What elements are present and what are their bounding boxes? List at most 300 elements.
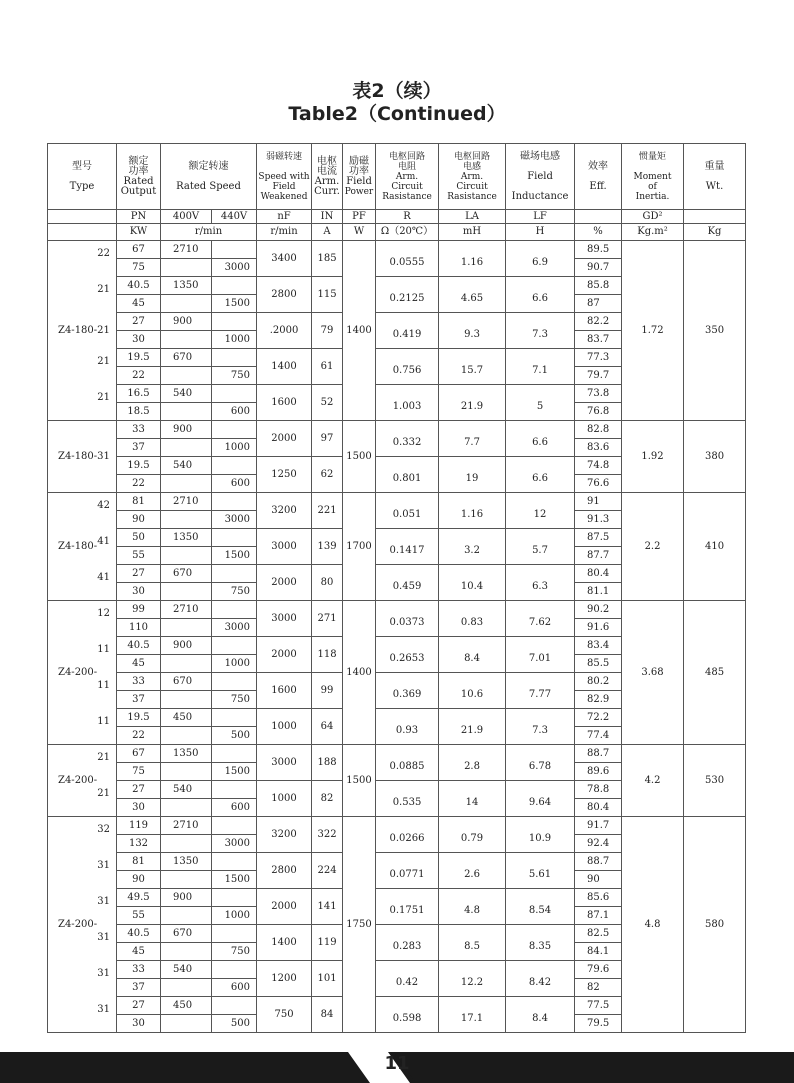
resistance-cell: 0.801 (376, 457, 439, 493)
header-arm-inductance: 电枢回路 电感 Arm. Circuit Rasistance (439, 144, 506, 210)
arm-current-cell: 224 (312, 853, 343, 889)
weight-cell: 580 (684, 817, 746, 1033)
speed-400-cell (161, 619, 212, 637)
speed-440-cell (212, 745, 257, 763)
efficiency-cell: 83.6 (575, 439, 622, 457)
weak-speed-cell: 1400 (257, 349, 312, 385)
arm-current-cell: 80 (312, 565, 343, 601)
speed-440-cell (212, 781, 257, 799)
model-suffix: 22 (97, 248, 110, 259)
output-cell: 27 (117, 565, 161, 583)
efficiency-cell: 82.8 (575, 421, 622, 439)
efficiency-cell: 87.5 (575, 529, 622, 547)
speed-440-cell (212, 709, 257, 727)
speed-400-cell: 540 (161, 385, 212, 403)
efficiency-cell: 90.7 (575, 259, 622, 277)
efficiency-cell: 82.5 (575, 925, 622, 943)
table-row (48, 421, 746, 439)
output-cell: 33 (117, 673, 161, 691)
speed-440-cell: 750 (212, 943, 257, 961)
output-cell: 81 (117, 853, 161, 871)
arm-current-cell: 82 (312, 781, 343, 817)
efficiency-cell: 77.5 (575, 997, 622, 1015)
inductance-cell: 3.2 (439, 529, 506, 565)
speed-440-cell (212, 457, 257, 475)
output-cell: 19.5 (117, 709, 161, 727)
model-suffix: 42 (97, 500, 110, 511)
header-output-sym: PN (117, 210, 161, 224)
output-cell: 30 (117, 331, 161, 349)
weak-speed-cell: 750 (257, 997, 312, 1033)
speed-440-cell: 3000 (212, 835, 257, 853)
arm-current-cell: 185 (312, 241, 343, 277)
model-name: Z4-180-21 (58, 325, 110, 336)
model-name: Z4-200- (58, 667, 98, 678)
speed-400-cell (161, 691, 212, 709)
speed-440-cell: 1000 (212, 439, 257, 457)
model-suffix: 21 (97, 788, 110, 799)
model-suffix: 41 (97, 572, 110, 583)
moment-cell: 2.2 (622, 493, 684, 601)
header-field-power: 励磁 功率 Field Power (343, 144, 376, 210)
header-moment: 惯量矩 Moment of Inertia. (622, 144, 684, 210)
header-mom-unit: Kg.m² (622, 224, 684, 241)
speed-440-cell (212, 601, 257, 619)
speed-440-cell (212, 853, 257, 871)
weak-speed-cell: 1400 (257, 925, 312, 961)
output-cell: 27 (117, 781, 161, 799)
model-suffix: 21 (97, 356, 110, 367)
field-inductance-cell: 8.4 (506, 997, 575, 1033)
field-inductance-cell: 6.6 (506, 457, 575, 493)
speed-440-cell (212, 529, 257, 547)
field-power-cell: 1500 (343, 745, 376, 817)
weight-cell: 380 (684, 421, 746, 493)
weak-speed-cell: 3000 (257, 601, 312, 637)
output-cell: 81 (117, 493, 161, 511)
inductance-cell: 14 (439, 781, 506, 817)
output-cell: 90 (117, 871, 161, 889)
efficiency-cell: 83.4 (575, 637, 622, 655)
speed-400-cell (161, 979, 212, 997)
output-cell: 33 (117, 421, 161, 439)
speed-440-cell (212, 277, 257, 295)
inductance-cell: 10.6 (439, 673, 506, 709)
field-inductance-cell: 6.6 (506, 421, 575, 457)
motor-spec-table (47, 143, 746, 1033)
header-arm-resistance: 电枢回路 电阻 Arm. Circuit Rasistance (376, 144, 439, 210)
field-inductance-cell: 7.3 (506, 709, 575, 745)
model-suffix: 11 (97, 716, 110, 727)
speed-400-cell (161, 943, 212, 961)
efficiency-cell: 79.6 (575, 961, 622, 979)
efficiency-cell: 91.6 (575, 619, 622, 637)
speed-440-cell: 750 (212, 367, 257, 385)
field-power-cell: 1750 (343, 817, 376, 1033)
field-inductance-cell: 7.62 (506, 601, 575, 637)
speed-440-cell: 1500 (212, 295, 257, 313)
speed-400-cell (161, 835, 212, 853)
output-cell: 40.5 (117, 637, 161, 655)
output-cell: 37 (117, 691, 161, 709)
speed-440-cell: 3000 (212, 259, 257, 277)
speed-400-cell (161, 259, 212, 277)
header-speed-400: 400V (161, 210, 212, 224)
speed-400-cell: 2710 (161, 241, 212, 259)
efficiency-cell: 81.1 (575, 583, 622, 601)
weak-speed-cell: 1200 (257, 961, 312, 997)
output-cell: 67 (117, 745, 161, 763)
speed-400-cell (161, 799, 212, 817)
speed-400-cell: 900 (161, 421, 212, 439)
header-eff-sym (575, 210, 622, 224)
speed-400-cell (161, 727, 212, 745)
efficiency-cell: 92.4 (575, 835, 622, 853)
efficiency-cell: 90 (575, 871, 622, 889)
moment-cell: 4.2 (622, 745, 684, 817)
efficiency-cell: 87.1 (575, 907, 622, 925)
weak-speed-cell: 3400 (257, 241, 312, 277)
speed-440-cell: 1500 (212, 763, 257, 781)
output-cell: 55 (117, 907, 161, 925)
output-cell: 75 (117, 259, 161, 277)
model-suffix: 31 (97, 932, 110, 943)
output-cell: 37 (117, 979, 161, 997)
speed-440-cell (212, 817, 257, 835)
table-row (48, 493, 746, 511)
arm-current-cell: 52 (312, 385, 343, 421)
field-inductance-cell: 6.78 (506, 745, 575, 781)
field-inductance-cell: 5 (506, 385, 575, 421)
resistance-cell: 0.42 (376, 961, 439, 997)
speed-400-cell: 2710 (161, 601, 212, 619)
output-cell: 50 (117, 529, 161, 547)
speed-440-cell: 750 (212, 691, 257, 709)
table-title-en: Table2（Continued） (288, 103, 506, 125)
speed-400-cell (161, 1015, 212, 1033)
weak-speed-cell: 3200 (257, 493, 312, 529)
table-row (48, 817, 746, 835)
efficiency-cell: 78.8 (575, 781, 622, 799)
output-cell: 30 (117, 583, 161, 601)
output-cell: 27 (117, 313, 161, 331)
weak-speed-cell: .2000 (257, 313, 312, 349)
speed-440-cell (212, 421, 257, 439)
speed-400-cell: 450 (161, 997, 212, 1015)
speed-400-cell (161, 403, 212, 421)
resistance-cell: 1.003 (376, 385, 439, 421)
speed-400-cell: 900 (161, 889, 212, 907)
speed-400-cell: 540 (161, 457, 212, 475)
inductance-cell: 0.83 (439, 601, 506, 637)
efficiency-cell: 76.6 (575, 475, 622, 493)
model-suffix: 21 (97, 752, 110, 763)
model-suffix: 32 (97, 824, 110, 835)
efficiency-cell: 79.7 (575, 367, 622, 385)
output-cell: 45 (117, 295, 161, 313)
speed-400-cell (161, 583, 212, 601)
speed-440-cell (212, 565, 257, 583)
output-cell: 99 (117, 601, 161, 619)
arm-current-cell: 97 (312, 421, 343, 457)
inductance-cell: 8.5 (439, 925, 506, 961)
inductance-cell: 10.4 (439, 565, 506, 601)
weight-cell: 530 (684, 745, 746, 817)
efficiency-cell: 90.2 (575, 601, 622, 619)
moment-cell: 3.68 (622, 601, 684, 745)
header-speed-unit: r/min (161, 224, 257, 241)
header-weight: 重量 Wt. (684, 144, 746, 210)
efficiency-cell: 91 (575, 493, 622, 511)
resistance-cell: 0.0771 (376, 853, 439, 889)
output-cell: 37 (117, 439, 161, 457)
speed-440-cell: 1500 (212, 871, 257, 889)
speed-440-cell (212, 961, 257, 979)
efficiency-cell: 85.8 (575, 277, 622, 295)
efficiency-cell: 91.7 (575, 817, 622, 835)
model-suffix: 41 (97, 536, 110, 547)
inductance-cell: 1.16 (439, 241, 506, 277)
efficiency-cell: 88.7 (575, 853, 622, 871)
speed-400-cell: 1350 (161, 853, 212, 871)
efficiency-cell: 77.3 (575, 349, 622, 367)
efficiency-cell: 77.4 (575, 727, 622, 745)
page-number: 11 (384, 1053, 410, 1074)
field-inductance-cell: 7.3 (506, 313, 575, 349)
speed-400-cell: 1350 (161, 529, 212, 547)
arm-current-cell: 84 (312, 997, 343, 1033)
speed-440-cell: 500 (212, 727, 257, 745)
model-cell (48, 817, 117, 1033)
output-cell: 110 (117, 619, 161, 637)
model-suffix: 21 (97, 392, 110, 403)
speed-440-cell (212, 349, 257, 367)
header-eff-unit: % (575, 224, 622, 241)
speed-440-cell (212, 889, 257, 907)
speed-440-cell: 500 (212, 1015, 257, 1033)
inductance-cell: 2.6 (439, 853, 506, 889)
efficiency-cell: 74.8 (575, 457, 622, 475)
inductance-cell: 17.1 (439, 997, 506, 1033)
inductance-cell: 15.7 (439, 349, 506, 385)
resistance-cell: 0.1417 (376, 529, 439, 565)
resistance-cell: 0.0373 (376, 601, 439, 637)
model-suffix: 31 (97, 968, 110, 979)
efficiency-cell: 73.8 (575, 385, 622, 403)
weak-speed-cell: 3000 (257, 529, 312, 565)
speed-400-cell (161, 511, 212, 529)
header-arm-sym: IN (312, 210, 343, 224)
speed-440-cell: 1000 (212, 331, 257, 349)
inductance-cell: 8.4 (439, 637, 506, 673)
speed-400-cell: 1350 (161, 745, 212, 763)
field-power-cell: 1700 (343, 493, 376, 601)
efficiency-cell: 80.2 (575, 673, 622, 691)
speed-400-cell: 670 (161, 349, 212, 367)
field-inductance-cell: 6.3 (506, 565, 575, 601)
output-cell: 90 (117, 511, 161, 529)
speed-400-cell: 450 (161, 709, 212, 727)
weight-cell: 410 (684, 493, 746, 601)
output-cell: 45 (117, 655, 161, 673)
speed-440-cell: 3000 (212, 511, 257, 529)
inductance-cell: 2.8 (439, 745, 506, 781)
arm-current-cell: 115 (312, 277, 343, 313)
header-arm-unit: A (312, 224, 343, 241)
efficiency-cell: 79.5 (575, 1015, 622, 1033)
inductance-cell: 21.9 (439, 385, 506, 421)
inductance-cell: 9.3 (439, 313, 506, 349)
header-field-inductance: 磁场电感 Field Inductance (506, 144, 575, 210)
header-weak-sym: nF (257, 210, 312, 224)
moment-cell: 1.92 (622, 421, 684, 493)
header-ind-unit: mH (439, 224, 506, 241)
output-cell: 18.5 (117, 403, 161, 421)
weak-speed-cell: 1000 (257, 781, 312, 817)
arm-current-cell: 79 (312, 313, 343, 349)
speed-400-cell (161, 655, 212, 673)
header-output: 额定功率 Rated Output (117, 144, 161, 210)
table-row (48, 601, 746, 619)
output-cell: 75 (117, 763, 161, 781)
model-suffix: 11 (97, 644, 110, 655)
field-inductance-cell: 9.64 (506, 781, 575, 817)
weak-speed-cell: 2800 (257, 277, 312, 313)
efficiency-cell: 85.6 (575, 889, 622, 907)
model-suffix: 21 (97, 284, 110, 295)
resistance-cell: 0.0885 (376, 745, 439, 781)
model-name: Z4-200- (58, 775, 98, 786)
header-ind-sym: LA (439, 210, 506, 224)
header-model-sym (48, 210, 117, 224)
speed-440-cell (212, 313, 257, 331)
moment-cell: 4.8 (622, 817, 684, 1033)
weak-speed-cell: 1250 (257, 457, 312, 493)
arm-current-cell: 64 (312, 709, 343, 745)
speed-440-cell: 1500 (212, 547, 257, 565)
efficiency-cell: 89.5 (575, 241, 622, 259)
weak-speed-cell: 2800 (257, 853, 312, 889)
model-suffix: 31 (97, 896, 110, 907)
speed-440-cell: 3000 (212, 619, 257, 637)
field-inductance-cell: 7.1 (506, 349, 575, 385)
efficiency-cell: 80.4 (575, 565, 622, 583)
efficiency-cell: 82.9 (575, 691, 622, 709)
output-cell: 19.5 (117, 349, 161, 367)
output-cell: 49.5 (117, 889, 161, 907)
speed-400-cell: 540 (161, 961, 212, 979)
efficiency-cell: 84.1 (575, 943, 622, 961)
field-inductance-cell: 5.7 (506, 529, 575, 565)
resistance-cell: 0.459 (376, 565, 439, 601)
speed-440-cell: 600 (212, 403, 257, 421)
speed-440-cell: 750 (212, 583, 257, 601)
speed-440-cell: 1000 (212, 907, 257, 925)
header-res-unit: Ω（20℃） (376, 224, 439, 241)
field-inductance-cell: 7.77 (506, 673, 575, 709)
model-name: Z4-180-31 (58, 451, 110, 462)
speed-440-cell: 600 (212, 979, 257, 997)
arm-current-cell: 322 (312, 817, 343, 853)
header-wt-unit: Kg (684, 224, 746, 241)
output-cell: 40.5 (117, 277, 161, 295)
efficiency-cell: 72.2 (575, 709, 622, 727)
efficiency-cell: 83.7 (575, 331, 622, 349)
arm-current-cell: 99 (312, 673, 343, 709)
field-inductance-cell: 5.61 (506, 853, 575, 889)
weight-cell: 350 (684, 241, 746, 421)
speed-400-cell: 540 (161, 781, 212, 799)
speed-440-cell (212, 385, 257, 403)
weak-speed-cell: 1000 (257, 709, 312, 745)
header-output-unit: KW (117, 224, 161, 241)
output-cell: 22 (117, 475, 161, 493)
speed-400-cell (161, 763, 212, 781)
efficiency-cell: 82.2 (575, 313, 622, 331)
efficiency-cell: 80.4 (575, 799, 622, 817)
speed-400-cell: 1350 (161, 277, 212, 295)
output-cell: 119 (117, 817, 161, 835)
resistance-cell: 0.0266 (376, 817, 439, 853)
model-name: Z4-180- (58, 541, 98, 552)
speed-400-cell (161, 439, 212, 457)
efficiency-cell: 89.6 (575, 763, 622, 781)
header-speed-440: 440V (212, 210, 257, 224)
efficiency-cell: 85.5 (575, 655, 622, 673)
inductance-cell: 1.16 (439, 493, 506, 529)
speed-400-cell (161, 907, 212, 925)
speed-400-cell (161, 475, 212, 493)
weak-speed-cell: 2000 (257, 421, 312, 457)
arm-current-cell: 139 (312, 529, 343, 565)
output-cell: 30 (117, 1015, 161, 1033)
output-cell: 33 (117, 961, 161, 979)
speed-440-cell: 600 (212, 475, 257, 493)
header-res-sym: R (376, 210, 439, 224)
inductance-cell: 21.9 (439, 709, 506, 745)
output-cell: 67 (117, 241, 161, 259)
output-cell: 55 (117, 547, 161, 565)
inductance-cell: 19 (439, 457, 506, 493)
field-power-cell: 1400 (343, 601, 376, 745)
arm-current-cell: 271 (312, 601, 343, 637)
output-cell: 30 (117, 799, 161, 817)
resistance-cell: 0.2125 (376, 277, 439, 313)
speed-400-cell (161, 547, 212, 565)
header-model: 型号 Type (48, 144, 117, 210)
field-inductance-cell: 8.54 (506, 889, 575, 925)
model-suffix: 12 (97, 608, 110, 619)
table-title-cn: 表2（续） (352, 80, 442, 102)
arm-current-cell: 61 (312, 349, 343, 385)
resistance-cell: 0.598 (376, 997, 439, 1033)
header-weak-unit: r/min (257, 224, 312, 241)
field-inductance-cell: 8.35 (506, 925, 575, 961)
model-name: Z4-200- (58, 919, 98, 930)
model-cell (48, 421, 117, 493)
model-suffix: 31 (97, 860, 110, 871)
model-suffix: 11 (97, 680, 110, 691)
efficiency-cell: 76.8 (575, 403, 622, 421)
efficiency-cell: 87.7 (575, 547, 622, 565)
arm-current-cell: 119 (312, 925, 343, 961)
output-cell: 22 (117, 367, 161, 385)
resistance-cell: 0.419 (376, 313, 439, 349)
field-power-cell: 1500 (343, 421, 376, 493)
output-cell: 45 (117, 943, 161, 961)
output-cell: 132 (117, 835, 161, 853)
arm-current-cell: 101 (312, 961, 343, 997)
